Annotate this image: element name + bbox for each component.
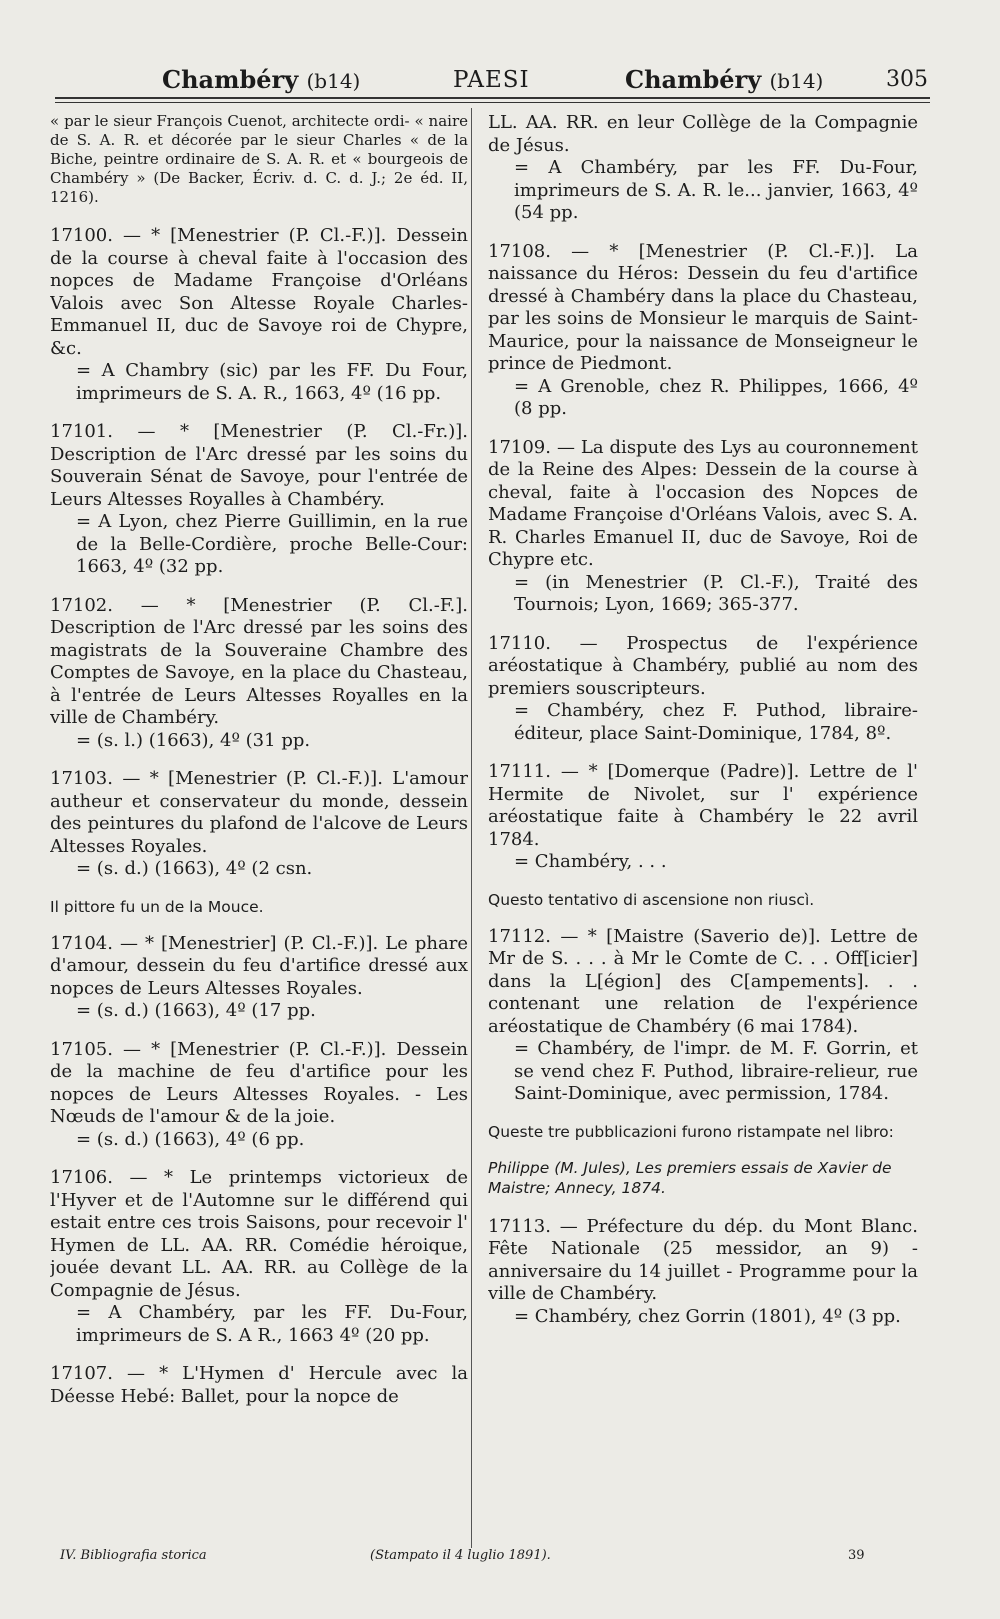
entry-imprint: = A Chambéry, par les FF. Du-Four, imprimeurs de S. A R., 1663 4º (20 pp.	[76, 1302, 468, 1346]
entry-imprint: = A Lyon, chez Pierre Guillimin, en la rue de la Belle-Cordière, proche Belle-Cour: 1663, 4º (32 pp.	[76, 511, 468, 577]
reference: Philippe (M. Jules), Les premiers essais de Xavier de Maistre; Annecy, 1874.	[488, 1158, 892, 1197]
running-head-center: PAESI	[453, 67, 530, 93]
entry-17105	[50, 1039, 468, 1152]
entry-text: LL. AA. RR. en leur Collège de la Compagnie de Jésus.	[488, 112, 918, 156]
entry-text: 17108. — * [Menestrier (P. Cl.-F.)]. La naissance du Héros: Dessein du feu d'artifice dressé à Chambéry dans la place du Chasteau, par les soins de Monsieur le marquis de Saint-Maurice, pour la naissance de Monseigneur le prince de Piedmont.	[488, 240, 918, 374]
entry-text: 17110. — Prospectus de l'expérience aréostatique à Chambéry, publié au nom des premiers souscripteurs.	[488, 632, 918, 699]
entry-text: 17107. — * L'Hymen d' Hercule avec la Déesse Hebé: Ballet, pour la nopce de	[50, 1363, 468, 1407]
entry-17111	[488, 761, 918, 874]
entry-17103	[50, 768, 468, 881]
header-rule-thick	[55, 97, 930, 99]
entry-note: Il pittore fu un de la Mouce.	[50, 897, 264, 916]
entry-imprint: = Chambéry, de l'impr. de M. F. Gorrin, et se vend chez F. Puthod, libraire-relieur, rue Saint-Dominique, avec permission, 1784.	[514, 1038, 918, 1104]
entry-text: 17105. — * [Menestrier (P. Cl.-F.)]. Dessein de la machine de feu d'artifice pour les nopces de Leurs Altesses Royales. - Les Nœuds de l'amour & de la joie.	[50, 1038, 468, 1127]
entry-text: 17106. — * Le printemps victorieux de l'Hyver et de l'Automne sur le différend qui estait entre ces trois Saisons, pour recevoir l' Hymen de LL. AA. RR. Comédie héroique, jouée devant LL. AA. RR. au Collège de la Compagnie de Jésus.	[50, 1167, 468, 1301]
entry-text: 17104. — * [Menestrier] (P. Cl.-F.)]. Le phare d'amour, dessein du feu d'artifice dressé aux nopces de Leurs Altesses Royales.	[50, 932, 468, 999]
entry-17106	[50, 1167, 468, 1347]
entry-imprint: = Chambéry, . . .	[514, 851, 667, 872]
running-head-right-title: Chambéry	[625, 65, 762, 94]
running-head-left-title: Chambéry	[162, 65, 299, 94]
entry-17102	[50, 595, 468, 753]
entry-imprint: = A Chambéry, par les FF. Du-Four, imprimeurs de S. A. R. le... janvier, 1663, 4º (54 pp.	[514, 157, 918, 223]
column-divider	[471, 108, 472, 1548]
footer-print-date: (Stampato il 4 luglio 1891).	[370, 1548, 551, 1563]
left-column	[50, 112, 468, 1527]
header-rule-thin	[55, 102, 930, 103]
entry-17109	[488, 437, 918, 617]
entry-text: 17109. — La dispute des Lys au couronnement de la Reine des Alpes: Dessein de la course à cheval, faite à l'occasion des Nopces de Madame Françoise d'Orléans Valois, avec S. A. R. Charles Emanuel II, duc de Savoye, Roi de Chypre etc.	[488, 436, 918, 570]
entry-17110	[488, 633, 918, 746]
entry-text: 17101. — * [Menestrier (P. Cl.-Fr.)]. Description de l'Arc dressé par les soins du Souverain Sénat de Savoye, pour l'entrée de Leurs Altesses Royalles à Chambéry.	[50, 421, 468, 510]
running-head-left-sup: (b14)	[306, 69, 361, 93]
quote-block: « par le sieur François Cuenot, architecte ordi- « naire de S. A. R. et décorée par le sieur Charles « de la Biche, peintre ordinaire de S. A. R. et « bourgeois de Chambéry » (De Backer, Écriv. d. C. d. J.; 2e éd. II, 1216).	[50, 112, 468, 206]
entry-text: 17111. — * [Domerque (Padre)]. Lettre de l' Hermite de Nivolet, sur l' expérience aréostatique faite à Chambéry le 22 avril 1784.	[488, 761, 918, 850]
entry-note: Queste tre pubblicazioni furono ristampate nel libro:	[488, 1122, 894, 1141]
entry-imprint: = (s. d.) (1663), 4º (6 pp.	[76, 1128, 305, 1150]
entry-17112	[488, 926, 918, 1106]
entry-17113	[488, 1216, 918, 1329]
entry-text: 17103. — * [Menestrier (P. Cl.-F.)]. L'amour autheur et conservateur du monde, dessein des peintures du plafond de l'alcove de Leurs Altesses Royales.	[50, 768, 468, 857]
entry-text: 17100. — * [Menestrier (P. Cl.-F.)]. Dessein de la course à cheval faite à l'occasion des nopces de Madame Françoise d'Orléans Valois avec Son Altesse Royale Charles-Emmanuel II, duc de Savoye roi de Chypre, &c.	[50, 225, 468, 359]
entry-17108	[488, 241, 918, 421]
entry-imprint: = (s. l.) (1663), 4º (31 pp.	[76, 729, 311, 751]
entry-imprint: = (s. d.) (1663), 4º (17 pp.	[76, 1000, 316, 1021]
entry-17107	[50, 1363, 468, 1408]
running-head-left	[162, 62, 360, 98]
entry-note: Questo tentativo di ascensione non riuscì.	[488, 890, 815, 909]
right-column	[488, 112, 918, 1527]
running-head-right	[625, 62, 823, 98]
entry-text: 17102. — * [Menestrier (P. Cl.-F.]. Description de l'Arc dressé par les soins des magistrats de la Souveraine Chambre des Comptes de Savoye, en la place du Chasteau, à l'entrée de Leurs Altesses Royalles en la ville de Chambéry.	[50, 594, 468, 728]
entry-imprint: = (s. d.) (1663), 4º (2 csn.	[76, 858, 313, 879]
entry-imprint: = Chambéry, chez F. Puthod, libraire-éditeur, place Saint-Dominique, 1784, 8º.	[514, 700, 918, 744]
footer-signature: 39	[848, 1548, 865, 1563]
footer-section: IV. Bibliografia storica	[60, 1548, 207, 1563]
page-number: 305	[886, 67, 928, 92]
entry-17101	[50, 421, 468, 579]
entry-17100	[50, 225, 468, 405]
entry-text: 17112. — * [Maistre (Saverio de)]. Lettre de Mr de S. . . . à Mr le Comte de C. . . Off[icier] dans la L[égion] des C[ampements]. . . contenant une relation de l'expérience aréostatique de Chambéry (6 mai 1784).	[488, 925, 918, 1037]
entry-imprint: = (in Menestrier (P. Cl.-F.), Traité des Tournois; Lyon, 1669; 365-377.	[514, 571, 918, 615]
running-head-right-sup: (b14)	[769, 69, 824, 93]
entry-17107-continuation	[488, 112, 918, 225]
entry-imprint: = A Chambry (sic) par les FF. Du Four, imprimeurs de S. A. R., 1663, 4º (16 pp.	[76, 360, 468, 404]
entry-text: 17113. — Préfecture du dép. du Mont Blanc. Fête Nationale (25 messidor, an 9) - anniversaire du 14 juillet - Programme pour la ville de Chambéry.	[488, 1215, 918, 1304]
entry-imprint: = A Grenoble, chez R. Philippes, 1666, 4º (8 pp.	[514, 375, 918, 419]
entry-imprint: = Chambéry, chez Gorrin (1801), 4º (3 pp.	[514, 1305, 901, 1327]
entry-17104	[50, 933, 468, 1023]
